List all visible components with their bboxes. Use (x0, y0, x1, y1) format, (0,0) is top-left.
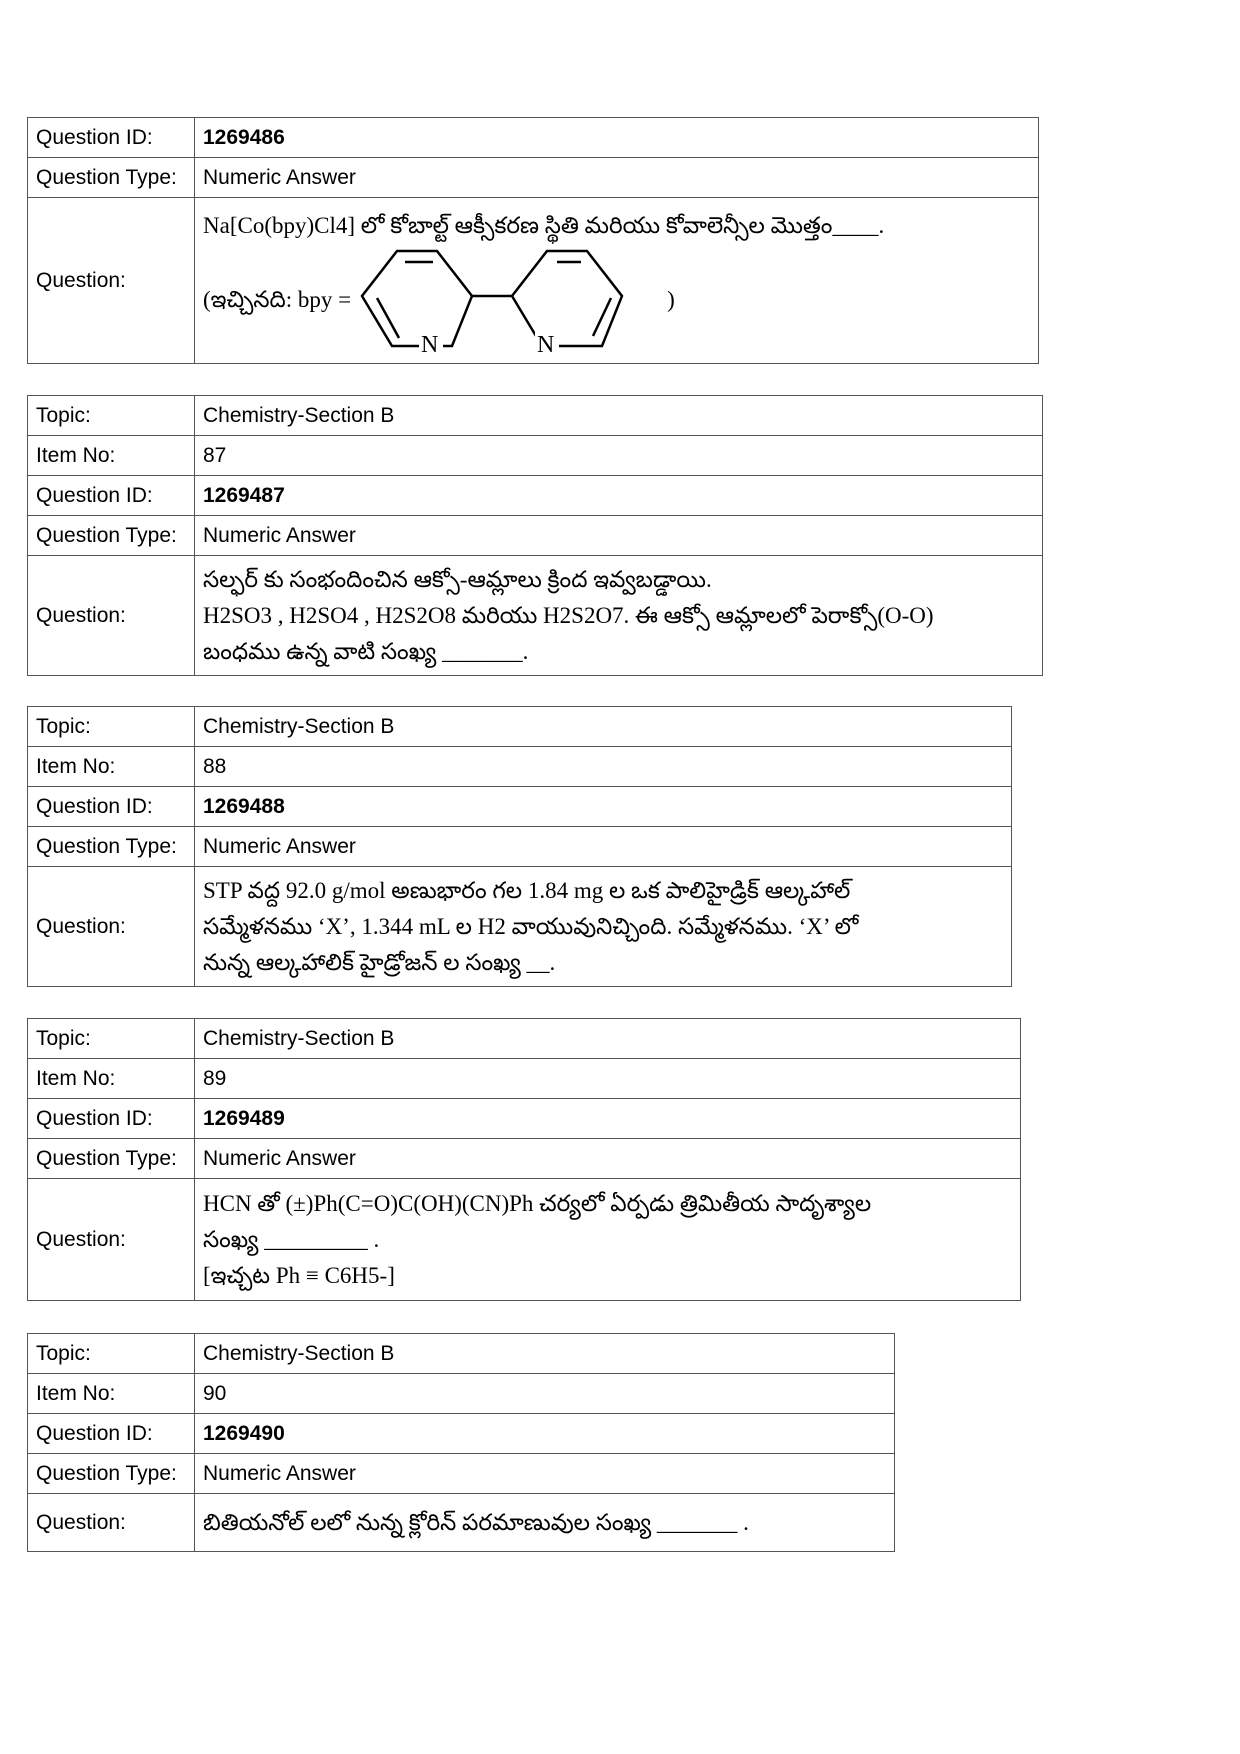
given-prefix: (ఇచ్చినది: bpy = (203, 286, 352, 312)
item-no-value: 88 (195, 747, 1012, 787)
item-no-label: Item No: (28, 1059, 195, 1099)
question-line-2: సంఖ్య _________ . (203, 1226, 380, 1252)
bipyridine-structure (357, 246, 667, 354)
item-no-label: Item No: (28, 747, 195, 787)
question-line-1: సల్ఫర్ కు సంభందించిన ఆక్సో-ఆమ్లాలు క్రింద ఇవ్వబడ్డాయి. (203, 566, 712, 592)
topic-value: Chemistry-Section B (195, 1019, 1021, 1059)
topic-label: Topic: (28, 1019, 195, 1059)
topic-value: Chemistry-Section B (195, 396, 1043, 436)
question-type-value: Numeric Answer (195, 1454, 895, 1494)
question-text (195, 867, 1012, 987)
question-line-1: STP వద్ద 92.0 g/mol అణుభారం గల 1.84 mg ల ఒక పాలిహైడ్రిక్ ఆల్కహాల్ (203, 877, 851, 903)
question-line-3: [ఇచ్చట Ph ≡ C6H5-] (203, 1262, 395, 1288)
question-text (195, 556, 1043, 676)
question-text (195, 1179, 1021, 1301)
item-no-value: 87 (195, 436, 1043, 476)
topic-label: Topic: (28, 396, 195, 436)
question-id-label: Question ID: (28, 118, 195, 158)
question-line-3: బంధము ఉన్న వాటి సంఖ్య _______. (203, 638, 529, 664)
question-id-value: 1269490 (195, 1414, 895, 1454)
item-no-value: 89 (195, 1059, 1021, 1099)
topic-value: Chemistry-Section B (195, 1334, 895, 1374)
question-line-2: H2SO3 , H2SO4 , H2S2O8 మరియు H2S2O7. ఈ ఆక్సో ఆమ్లాలలో పెరాక్సో(O-O) (203, 602, 934, 628)
question-block-87 (27, 395, 1043, 676)
question-type-label: Question Type: (28, 1139, 195, 1179)
question-line-2: సమ్మేళనము ‘X’, 1.344 mL ల H2 వాయువునిచ్చింది. సమ్మేళనము. ‘X’ లో (203, 913, 859, 939)
question-line-3: నున్న ఆల్కహాలిక్ హైడ్రోజన్ ల సంఖ్య __. (203, 949, 556, 975)
question-id-value: 1269488 (195, 787, 1012, 827)
question-text (195, 198, 1039, 364)
question-type-label: Question Type: (28, 1454, 195, 1494)
question-id-value: 1269487 (195, 476, 1043, 516)
atom-n-right: N (537, 331, 555, 354)
question-id-label: Question ID: (28, 1099, 195, 1139)
question-text (195, 1494, 895, 1552)
question-type-value: Numeric Answer (195, 1139, 1021, 1179)
question-type-value: Numeric Answer (195, 158, 1039, 198)
question-id-value: 1269489 (195, 1099, 1021, 1139)
question-type-value: Numeric Answer (195, 827, 1012, 867)
question-block-88 (27, 706, 1012, 987)
question-label: Question: (28, 867, 195, 987)
question-type-value: Numeric Answer (195, 516, 1043, 556)
question-type-label: Question Type: (28, 158, 195, 198)
topic-label: Topic: (28, 1334, 195, 1374)
question-line-1: Na[Co(bpy)Cl4] లో కోబాల్ట్ ఆక్సీకరణ స్థితి మరియు కోవాలెన్సీల మొత్తం____. (203, 212, 885, 238)
question-block-90 (27, 1333, 895, 1552)
question-block-89 (27, 1018, 1021, 1301)
question-line-1: HCN తో (±)Ph(C=O)C(OH)(CN)Ph చర్యలో ఏర్పడు త్రిమితీయ సాదృశ్యాల (203, 1190, 872, 1216)
bpy-given (203, 246, 1030, 354)
topic-label: Topic: (28, 707, 195, 747)
atom-n-left: N (421, 331, 439, 354)
question-id-label: Question ID: (28, 1414, 195, 1454)
question-label: Question: (28, 198, 195, 364)
question-label: Question: (28, 556, 195, 676)
item-no-label: Item No: (28, 1374, 195, 1414)
question-type-label: Question Type: (28, 827, 195, 867)
question-type-label: Question Type: (28, 516, 195, 556)
item-no-value: 90 (195, 1374, 895, 1414)
given-suffix: ) (667, 286, 675, 312)
question-block-86 (27, 117, 1039, 364)
question-line-1: బితియనోల్ లలో నున్న క్లోరిన్ పరమాణువుల సంఖ్య _______ . (203, 1509, 749, 1535)
question-label: Question: (28, 1179, 195, 1301)
question-id-label: Question ID: (28, 787, 195, 827)
pyridine-ring-right (512, 251, 622, 346)
question-id-value: 1269486 (195, 118, 1039, 158)
question-id-label: Question ID: (28, 476, 195, 516)
item-no-label: Item No: (28, 436, 195, 476)
question-label: Question: (28, 1494, 195, 1552)
topic-value: Chemistry-Section B (195, 707, 1012, 747)
